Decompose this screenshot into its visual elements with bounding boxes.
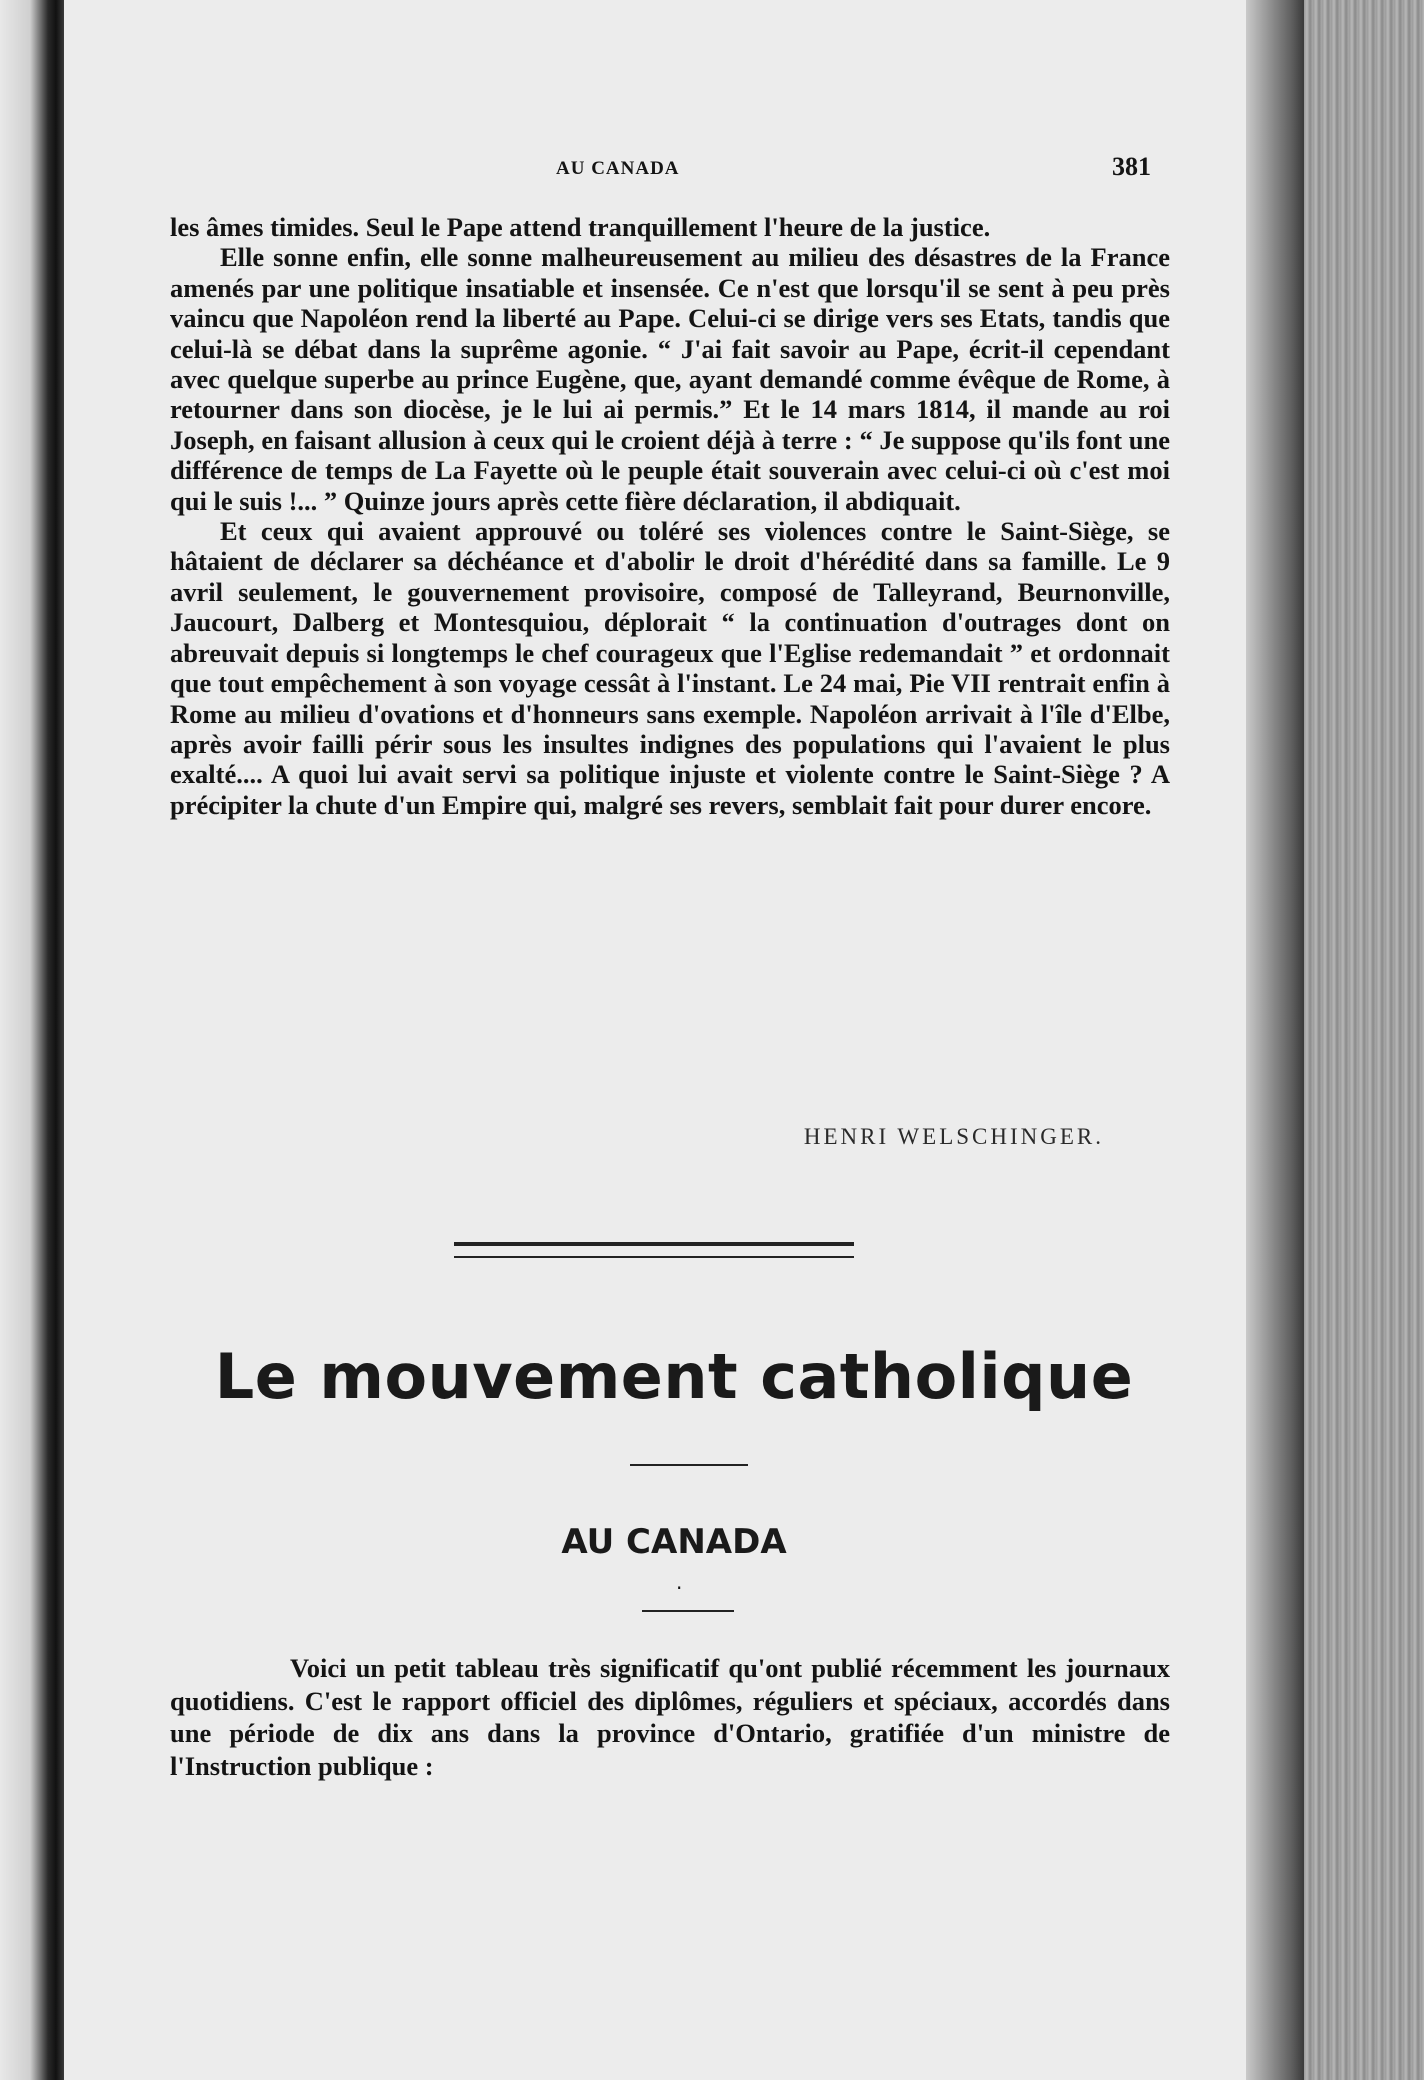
book-page bbox=[64, 0, 1246, 2080]
article-subtitle: AU CANADA bbox=[561, 1522, 787, 1562]
page-gutter-shadow bbox=[1246, 0, 1304, 2080]
previous-article-body bbox=[170, 212, 1170, 820]
new-article-body bbox=[170, 1652, 1170, 1782]
paragraph: Elle sonne enfin, elle sonne malheureusement au milieu des désastres de la France amenés par une politique insatiable et insensée. Ce n'est que lorsqu'il se sent à peu près vaincu que Napoléon rend la liberté au Pape. Celui-ci se dirige vers ses Etats, tandis que celui-là se débat dans la suprême agonie. “ J'ai fait savoir au Pape, écrit-il cependant avec quelque superbe au prince Eugène, que, ayant demandé comme évêque de Rome, à retourner dans son diocèse, je le lui ai permis.” Et le 14 mars 1814, il mande au roi Joseph, en faisant allusion à ceux qui le croient déjà à terre : “ Je suppose qu'ils font une différence de temps de La Fayette où le peuple était souverain avec celui-ci où c'est moi qui le suis !... ” Quinze jours après cette fière déclaration, il abdiquait. bbox=[170, 242, 1170, 516]
article-title: Le mouvement catholique bbox=[214, 1340, 1134, 1413]
running-head: AU CANADA bbox=[556, 158, 680, 179]
book-binding-edge bbox=[0, 0, 64, 2080]
page-number: 381 bbox=[1112, 152, 1151, 181]
page-stack-edge bbox=[1304, 0, 1424, 2080]
paragraph: Voici un petit tableau très significatif qu'ont publié récemment les journaux quotidiens. C'est le rapport officiel des diplômes, réguliers et spéciaux, accordés dans une période de dix ans dans la province d'Ontario, gratifiée d'un ministre de l'Instruction publique : bbox=[170, 1653, 1170, 1781]
title-rule bbox=[630, 1464, 748, 1466]
paragraph: les âmes timides. Seul le Pape attend tranquillement l'heure de la justice. bbox=[170, 212, 991, 242]
author-signature: HENRI WELSCHINGER. bbox=[803, 1124, 1104, 1149]
ornament-dot: · bbox=[676, 1576, 683, 1600]
section-divider bbox=[454, 1242, 854, 1258]
subtitle-rule bbox=[642, 1610, 734, 1612]
paragraph: Et ceux qui avaient approuvé ou toléré ses violences contre le Saint-Siège, se hâtaient de déclarer sa déchéance et d'abolir le droit d'hérédité dans sa famille. Le 9 avril seulement, le gouvernement provisoire, composé de Talleyrand, Beurnonville, Jaucourt, Dalberg et Montesquiou, déplorait “ la continuation d'outrages dont on abreuvait depuis si longtemps le chef courageux que l'Eglise redemandait ” et ordonnait que tout empêchement à son voyage cessât à l'instant. Le 24 mai, Pie VII rentrait enfin à Rome au milieu d'ovations et d'honneurs sans exemple. Napoléon arrivait à l'île d'Elbe, après avoir failli périr sous les insultes indignes des populations qui l'avaient le plus exalté.... A quoi lui avait servi sa politique injuste et violente contre le Saint-Siège ? A précipiter la chute d'un Empire qui, malgré ses revers, semblait fait pour durer encore. bbox=[170, 516, 1170, 820]
